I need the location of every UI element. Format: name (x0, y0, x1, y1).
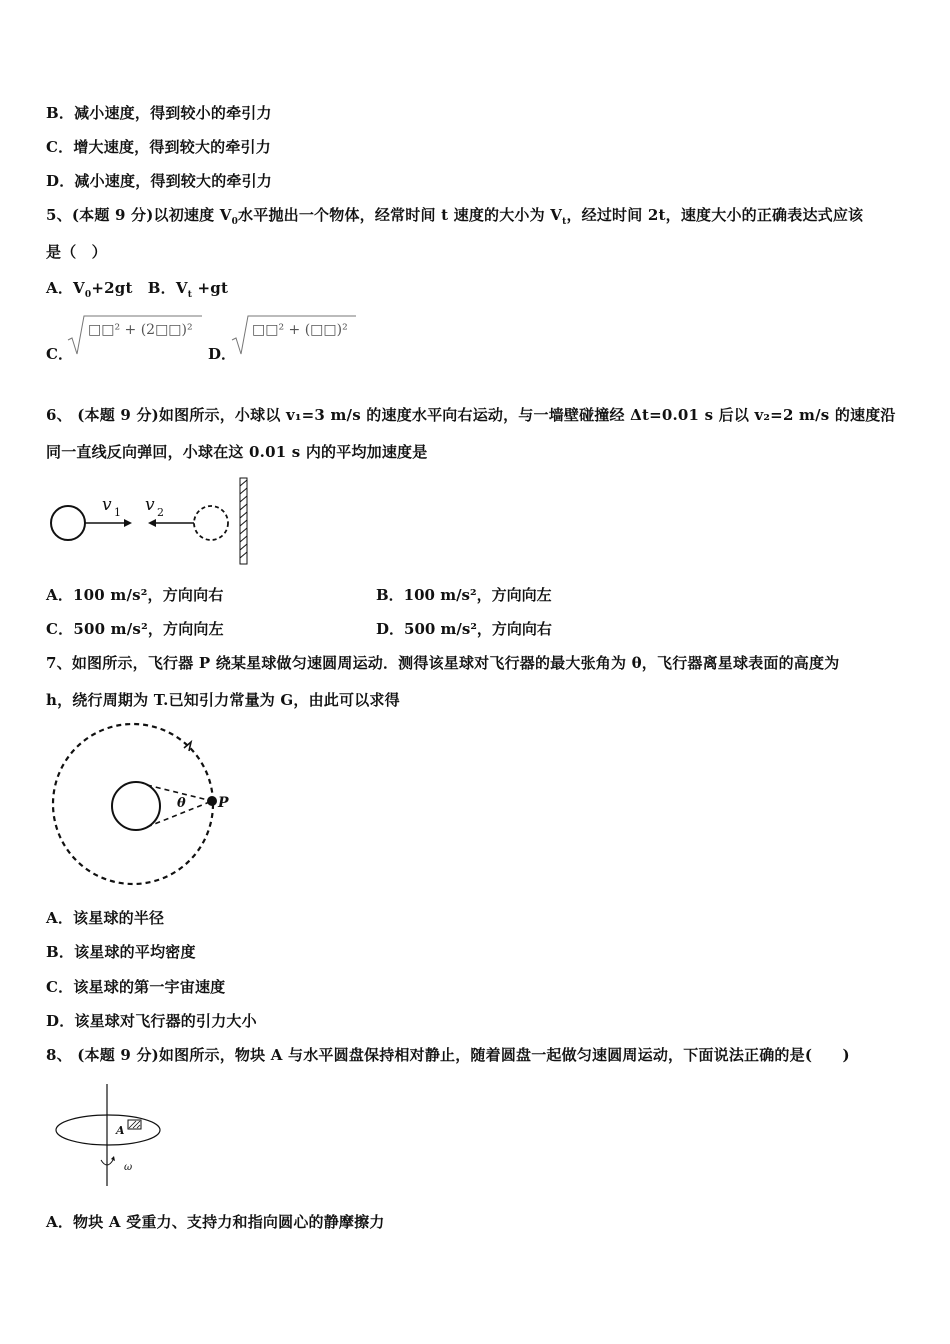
q7-option-b: B．该星球的平均密度 (46, 943, 196, 961)
q6-ball-wall-figure (44, 474, 264, 570)
v1-subscript: 1 (114, 506, 121, 519)
q7-stem-line2: h，绕行周期为 T.已知引力常量为 G，由此可以求得 (46, 691, 400, 709)
q8-option-a: A．物块 A 受重力、支持力和指向圆心的静摩擦力 (46, 1213, 385, 1231)
q5-stem-line2: 是（ ） (46, 243, 107, 261)
q8-disk-figure (50, 1082, 170, 1190)
q4-option-d: D．减小速度，得到较大的牵引力 (46, 172, 273, 190)
q4-option-b: B．减小速度，得到较小的牵引力 (46, 104, 272, 122)
rebound-ball-circle (194, 506, 228, 540)
q5-formula-c: □□² + (2□□)² (88, 322, 193, 338)
v2-subscript: 2 (157, 506, 164, 519)
q7-option-a: A．该星球的半径 (46, 909, 165, 927)
q6-option-b: B．100 m/s²，方向向左 (376, 586, 552, 604)
q7-option-d: D．该星球对飞行器的引力大小 (46, 1012, 257, 1030)
q6-option-a: A．100 m/s²，方向向右 (46, 586, 224, 604)
disk-ellipse (56, 1115, 160, 1145)
planet-circle (112, 782, 160, 830)
q5-options-ab: A．$V_0+2gt$ B．$V_t +gt$ (46, 279, 229, 300)
q5-option-c-label: C． (46, 345, 73, 363)
spacecraft-p (207, 796, 217, 806)
q7-option-c: C．该星球的第一宇宙速度 (46, 978, 226, 996)
v1-label: v (102, 495, 112, 515)
ball-circle (51, 506, 85, 540)
q8-stem: 8、 (本题 9 分)如图所示，物块 A 与水平圆盘保持相对静止，随着圆盘一起做匀速圆周运动，下面说法正确的是( ) (46, 1046, 850, 1064)
block-a (128, 1120, 141, 1129)
block-a-label: A (116, 1124, 125, 1137)
theta-label: θ (177, 796, 186, 811)
q6-stem-line1: 6、 (本题 9 分)如图所示，小球以 v₁=3 m/s 的速度水平向右运动，与一墙壁碰撞经 Δt=0.01 s 后以 v₂=2 m/s 的速度沿 (46, 406, 896, 424)
q6-option-c: C．500 m/s²，方向向左 (46, 620, 224, 638)
q5-formula-d: □□² + (□□)² (252, 322, 348, 338)
q6-option-d: D．500 m/s²，方向向右 (376, 620, 552, 638)
q6-stem-line2: 同一直线反向弹回，小球在这 0.01 s 内的平均加速度是 (46, 443, 428, 461)
q5-option-d-label: D． (208, 345, 237, 363)
q7-stem-line1: 7、如图所示，飞行器 P 绕某星球做匀速圆周运动．测得该星球对飞行器的最大张角为 θ，飞行器离星球表面的高度为 (46, 654, 840, 672)
v2-label: v (145, 495, 155, 515)
q4-option-c: C．增大速度，得到较大的牵引力 (46, 138, 271, 156)
omega-label: ω (124, 1162, 133, 1173)
q7-orbit-figure (46, 720, 246, 892)
q5-stem-line1: 5、(本题 9 分)以初速度 $V_0$水平抛出一个物体，经常时间 t 速度的大小为 $V_t$，经过时间 2t，速度大小的正确表达式应该 (46, 206, 864, 227)
p-label: P (218, 795, 229, 811)
